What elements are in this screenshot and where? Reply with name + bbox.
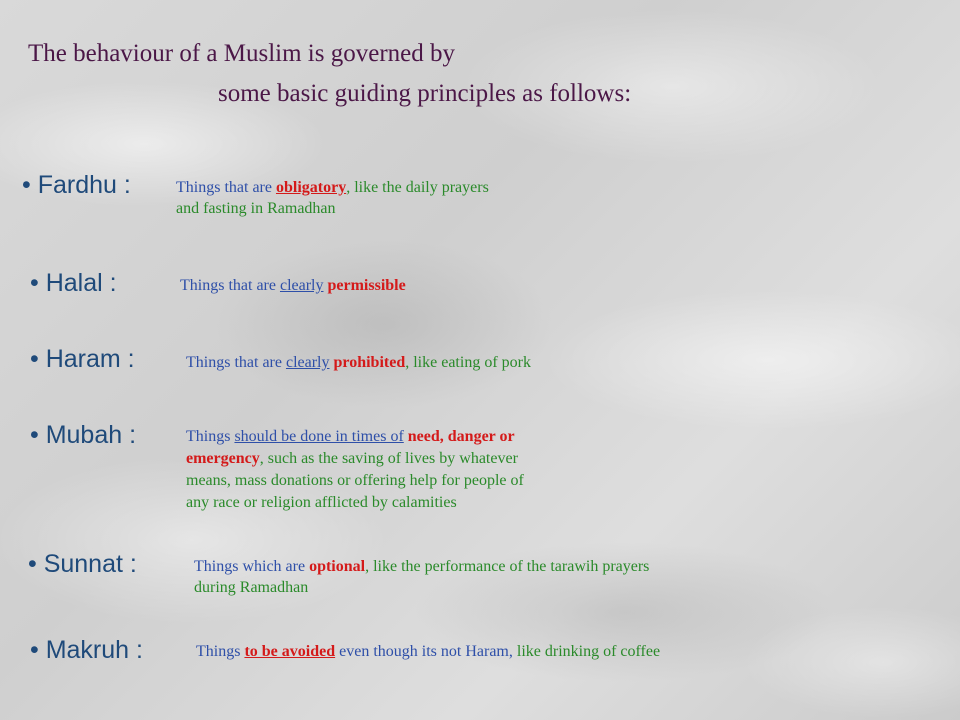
desc-line — [194, 556, 649, 577]
desc-segment: even though its not Haram, — [335, 643, 517, 660]
desc-fardhu — [176, 177, 489, 219]
term-fardhu: • Fardhu : — [22, 171, 131, 199]
desc-segment: obligatory — [275, 179, 347, 196]
desc-sunnat — [194, 556, 649, 598]
desc-line — [196, 641, 660, 662]
term-makruh: • Makruh : — [30, 636, 143, 664]
desc-mubah — [186, 426, 524, 514]
desc-line — [186, 448, 524, 470]
term-sunnat: • Sunnat : — [28, 550, 137, 578]
desc-segment: Things that are — [180, 277, 280, 294]
desc-line — [176, 198, 489, 219]
desc-segment: clearly — [285, 354, 330, 371]
title-line-1: The behaviour of a Muslim is governed by — [28, 40, 455, 67]
desc-segment: , like eating of pork — [405, 354, 531, 371]
desc-line — [194, 577, 649, 598]
desc-segment: Things that are — [176, 179, 276, 196]
desc-segment: prohibited — [333, 354, 406, 371]
desc-line — [186, 426, 524, 448]
desc-segment: , like the daily prayers — [346, 179, 489, 196]
desc-segment: during Ramadhan — [194, 579, 309, 596]
desc-segment: , like the performance of the tarawih prayers — [365, 558, 650, 575]
desc-line — [176, 177, 489, 198]
term-haram: • Haram : — [30, 345, 135, 373]
desc-segment: and fasting in Ramadhan — [176, 200, 336, 217]
desc-makruh — [196, 641, 660, 662]
desc-line — [180, 275, 406, 296]
desc-line — [186, 492, 524, 514]
desc-segment: Things — [196, 643, 245, 660]
desc-segment: , such as the saving of lives by whatever — [259, 450, 518, 467]
desc-segment: Things — [186, 428, 235, 445]
desc-line — [186, 352, 531, 373]
desc-segment: should be done in times of — [234, 428, 404, 445]
desc-segment: Things which are — [194, 558, 310, 575]
desc-segment: like drinking of coffee — [516, 643, 661, 660]
desc-haram — [186, 352, 531, 373]
desc-segment: to be avoided — [244, 643, 336, 660]
desc-segment: emergency — [186, 450, 260, 467]
desc-line — [186, 470, 524, 492]
desc-segment: clearly — [279, 277, 324, 294]
desc-segment: permissible — [327, 277, 406, 294]
desc-segment: means, mass donations or offering help for people of — [186, 472, 524, 489]
desc-segment: Things that are — [186, 354, 286, 371]
desc-segment: optional — [309, 558, 366, 575]
term-mubah: • Mubah : — [30, 421, 137, 449]
desc-halal — [180, 275, 406, 296]
desc-segment: any race or religion afflicted by calamities — [186, 494, 457, 511]
term-halal: • Halal : — [30, 269, 117, 297]
desc-segment: need, danger or — [407, 428, 515, 445]
title-line-2: some basic guiding principles as follows: — [218, 80, 632, 107]
